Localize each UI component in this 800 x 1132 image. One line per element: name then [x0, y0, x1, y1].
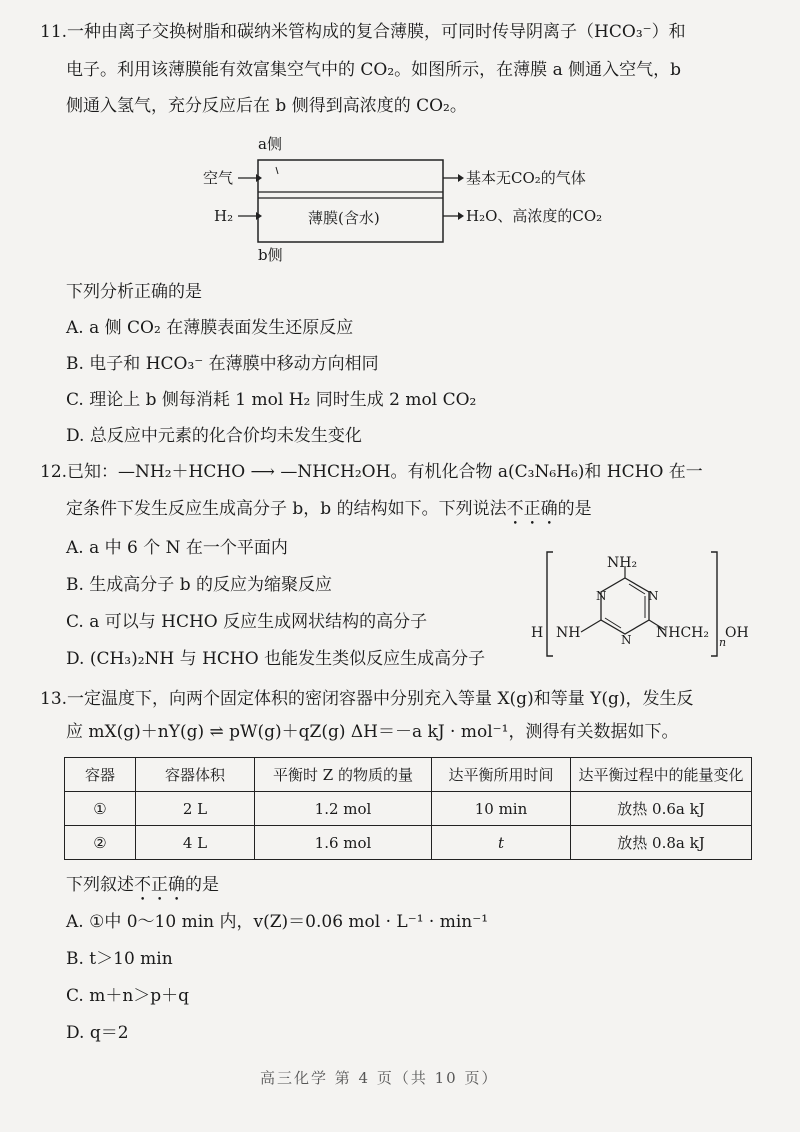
output-top-label: 基本无CO₂的气体: [466, 169, 586, 187]
side-b-label: b侧: [258, 246, 283, 264]
table-header: 容器: [65, 758, 136, 792]
left-nh-group: NH: [556, 625, 581, 641]
q13-prompt-post: 的是: [185, 875, 219, 895]
table-cell: 2 L: [136, 792, 255, 826]
q12-stem-line2: [66, 497, 592, 529]
q11-stem-line2: 电子。利用该薄膜能有效富集空气中的 CO₂。如图所示，在薄膜 a 侧通入空气，b: [66, 60, 681, 80]
q12-stem2-emphasis: 不正确: [506, 499, 558, 519]
left-h: H: [531, 625, 544, 641]
q12-option-d: D. (CH₃)₂NH 与 HCHO 也能发生类似反应生成高分子: [66, 649, 486, 669]
repeat-n: n: [719, 636, 727, 649]
bond-to-left-nh: [581, 620, 601, 632]
q11-stem-line1: [40, 20, 686, 44]
q13-option-c: C. m＋n＞p＋q: [66, 986, 190, 1006]
table-cell: 放热 0.6a kJ: [571, 792, 752, 826]
q11-stem1: 一种由离子交换树脂和碳纳米管构成的复合薄膜，可同时传导阴离子（HCO₃⁻）和: [67, 22, 686, 42]
q12-option-c: C. a 可以与 HCHO 反应生成网状结构的高分子: [66, 612, 428, 632]
h2-in-arrowhead: [256, 212, 262, 220]
q11-option-d: D. 总反应中元素的化合价均未发生变化: [66, 426, 362, 446]
nh2-group: NH₂: [607, 555, 638, 571]
membrane-label: 薄膜(含水): [308, 209, 380, 227]
membrane-diagram-svg: [190, 130, 630, 270]
q12-option-b: B. 生成高分子 b 的反应为缩聚反应: [66, 575, 332, 595]
gas-out-arrowhead: [458, 174, 464, 182]
q11-prompt: 下列分析正确的是: [66, 282, 202, 302]
ring-n-bottom: N: [621, 633, 632, 647]
ring-n-right: N: [648, 589, 659, 603]
q11-option-a: A. a 侧 CO₂ 在薄膜表面发生还原反应: [66, 318, 354, 338]
table-cell: 10 min: [432, 792, 571, 826]
q13-option-a: A. ①中 0～10 min 内，v(Z)＝0.06 mol · L⁻¹ · min⁻¹: [66, 912, 489, 932]
table-cell: 1.6 mol: [255, 826, 432, 860]
q11-option-b: B. 电子和 HCO₃⁻ 在薄膜中移动方向相同: [66, 354, 379, 374]
right-oh: OH: [725, 625, 749, 641]
q11-stem-line3: 侧通入氢气，充分反应后在 b 侧得到高浓度的 CO₂。: [66, 96, 467, 116]
table-cell: ①: [65, 792, 136, 826]
triazine-ring: [601, 578, 649, 634]
q13-stem-line1: [40, 687, 693, 711]
air-in-arrowhead: [256, 174, 262, 182]
q12-stem-line1: [40, 460, 703, 484]
q11-number: 11.: [40, 22, 68, 42]
q12-number: 12.: [40, 462, 68, 482]
q13-option-b: B. t＞10 min: [66, 949, 173, 969]
co2-out-arrowhead: [458, 212, 464, 220]
q12-stem2-post: 的是: [557, 499, 592, 519]
q12-option-a: A. a 中 6 个 N 在一个平面内: [66, 538, 288, 558]
right-bracket: [711, 552, 717, 656]
table-row: [65, 826, 752, 860]
q12-stem1: 已知：—NH₂＋HCHO ⟶ —NHCH₂OH。有机化合物 a(C₃N₆H₆)和 HCHO 在一: [67, 462, 703, 482]
table-row: [65, 792, 752, 826]
table-cell: 4 L: [136, 826, 255, 860]
table-header: 平衡时 Z 的物质的量: [255, 758, 432, 792]
q13-prompt: [66, 873, 219, 905]
left-bracket: [547, 552, 553, 656]
table-header-row: [65, 758, 752, 792]
membrane-box: [258, 160, 443, 242]
table-cell: ②: [65, 826, 136, 860]
q13-number: 13.: [40, 689, 68, 709]
q13-prompt-pre: 下列叙述: [66, 875, 134, 895]
table-cell: 1.2 mol: [255, 792, 432, 826]
q13-stem1: 一定温度下，向两个固定体积的密闭容器中分别充入等量 X(g)和等量 Y(g)，发生反: [67, 689, 694, 709]
side-a-label: a侧: [258, 135, 282, 153]
membrane-mark: [276, 167, 278, 174]
table-cell: t: [432, 826, 571, 860]
q13-stem-line2: 应 mX(g)＋nY(g) ⇌ pW(g)＋qZ(g) ΔH＝－a kJ · mol⁻¹，测得有关数据如下。: [66, 722, 679, 742]
right-nhch2-group: NHCH₂: [656, 625, 709, 641]
ring-n-left: N: [596, 589, 607, 603]
q12-stem2-pre: 定条件下发生反应生成高分子 b，b 的结构如下。下列说法: [66, 499, 507, 519]
table-cell: 放热 0.8a kJ: [571, 826, 752, 860]
air-input-label: 空气: [203, 169, 234, 187]
table-header: 达平衡所用时间: [432, 758, 571, 792]
q13-data-table: [64, 757, 752, 860]
q11-option-c: C. 理论上 b 侧每消耗 1 mol H₂ 同时生成 2 mol CO₂: [66, 390, 477, 410]
q13-option-d: D. q＝2: [66, 1023, 129, 1043]
table-header: 容器体积: [136, 758, 255, 792]
output-bottom-label: H₂O、高浓度的CO₂: [466, 207, 603, 225]
page-footer: 高三化学 第 4 页（共 10 页）: [260, 1069, 499, 1087]
table-header: 达平衡过程中的能量变化: [571, 758, 752, 792]
q13-prompt-emphasis: 不正确: [134, 875, 185, 895]
h2-input-label: H₂: [214, 207, 234, 225]
